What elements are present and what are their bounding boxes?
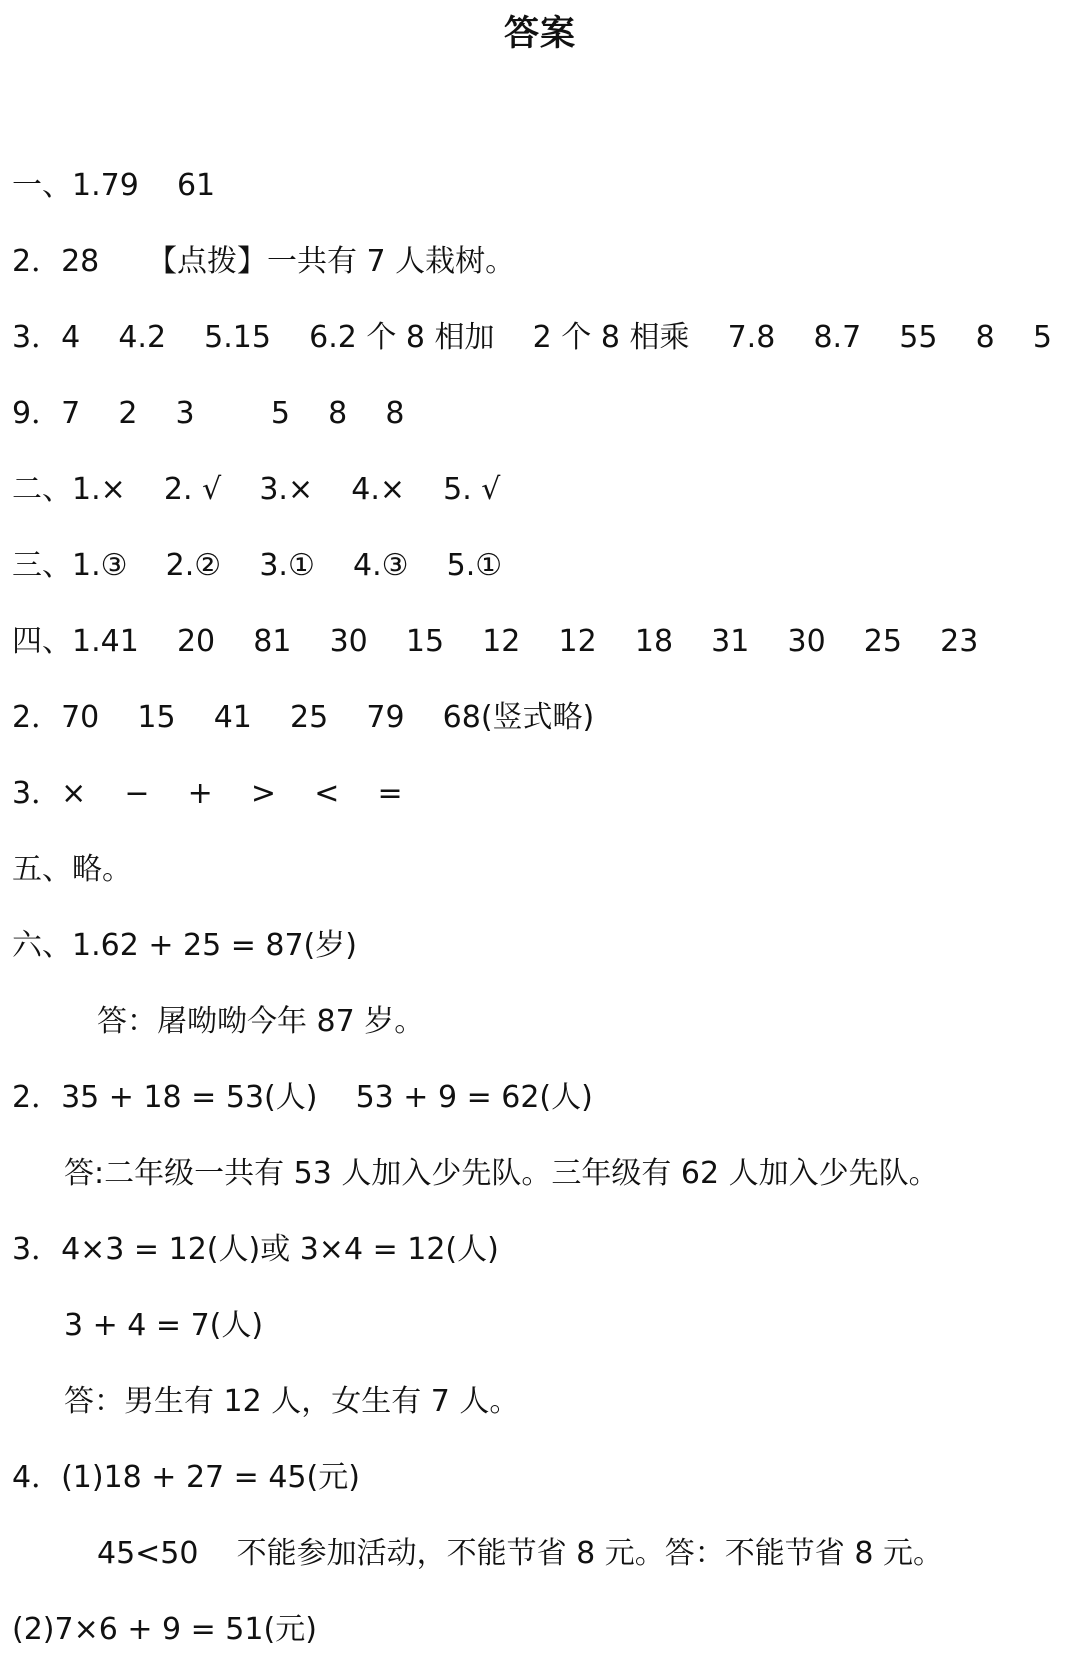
answer-line: 一、1.79 61 <box>12 168 216 203</box>
answer-line: 3．× − + > < = <box>12 776 403 811</box>
answer-line: 三、1.③ 2.② 3.① 4.③ 5.① <box>12 548 503 583</box>
answer-line: (2)7×6 + 9 = 51(元) <box>12 1612 317 1647</box>
answer-line: 3 + 4 = 7(人) <box>64 1308 264 1343</box>
answer-line: 2．70 15 41 25 79 68(竖式略) <box>12 700 595 735</box>
answer-line: 四、1.41 20 81 30 15 12 12 18 31 30 25 23 <box>12 624 979 659</box>
answer-line: 五、略。 <box>12 852 132 887</box>
answer-line: 4．(1)18 + 27 = 45(元) <box>12 1460 360 1495</box>
answer-line: 2．35 + 18 = 53(人) 53 + 9 = 62(人) <box>12 1080 593 1115</box>
answer-line: 答：男生有 12 人，女生有 7 人。 <box>64 1384 520 1419</box>
answer-line: 六、1.62 + 25 = 87(岁) <box>12 928 357 963</box>
answer-line: 二、1.× 2. √ 3.× 4.× 5. √ <box>12 472 501 507</box>
answer-line: 3．4 4.2 5.15 6.2 个 8 相加 2 个 8 相乘 7.8 8.7 55 8 5 <box>12 320 1052 355</box>
answer-line: 答：屠呦呦今年 87 岁。 <box>97 1004 425 1039</box>
answer-line: 3．4×3 = 12(人)或 3×4 = 12(人) <box>12 1232 499 1267</box>
answer-line: 2．28 【点拨】一共有 7 人栽树。 <box>12 244 516 279</box>
page-title: 答案 <box>503 14 576 54</box>
answer-line: 答:二年级一共有 53 人加入少先队。三年级有 62 人加入少先队。 <box>64 1156 939 1191</box>
answer-line: 45<50 不能参加活动，不能节省 8 元。答：不能节省 8 元。 <box>97 1536 943 1571</box>
answer-line: 9．7 2 3 5 8 8 <box>12 396 405 431</box>
